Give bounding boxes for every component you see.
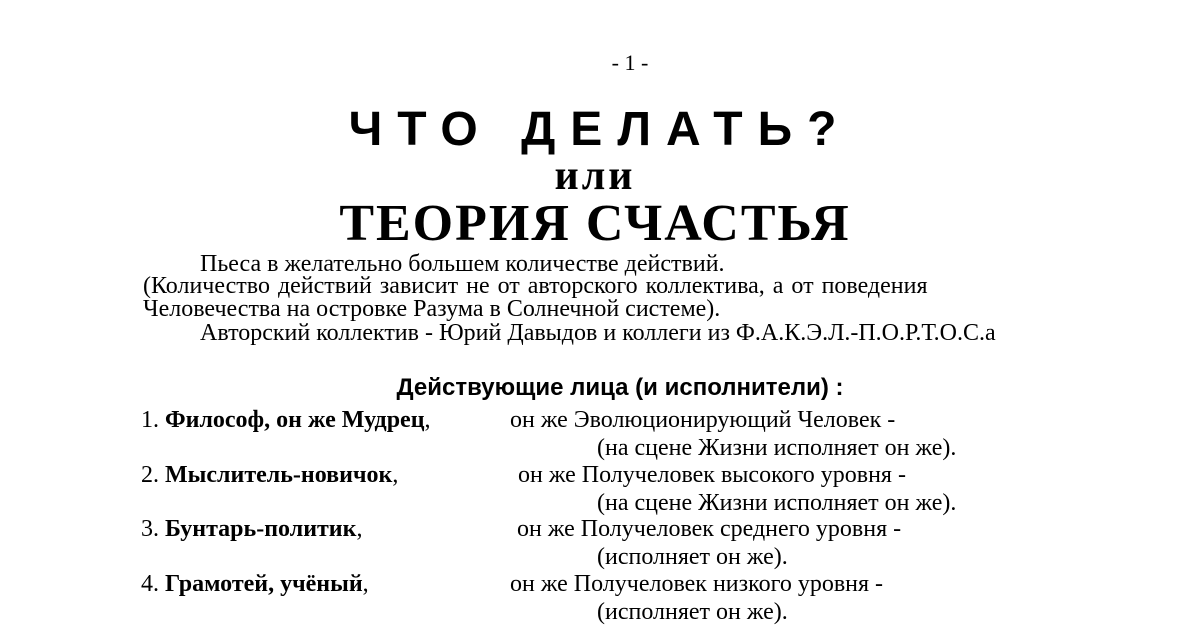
intro-line1: Пьеса в желательно большем количестве действий. (200, 251, 725, 277)
cast-name: Грамотей, учёный (165, 571, 363, 597)
intro-line4: Авторский коллектив - Юрий Давыдов и коллеги из Ф.А.К.Э.Л.-П.О.Р.Т.О.С.а (200, 320, 996, 346)
cast-item (141, 570, 369, 598)
cast-comma: , (356, 516, 363, 542)
cast-item (141, 515, 362, 543)
cast-comma: , (392, 462, 399, 488)
page-number: - 1 - (611, 50, 649, 75)
cast-role: он же Получеловек среднего уровня - (517, 516, 902, 542)
cast-name: Бунтарь-политик (165, 516, 357, 542)
title-line2: ТЕОРИЯ СЧАСТЬЯ (339, 195, 851, 252)
cast-heading: Действующие лица (и исполнители) : (396, 374, 844, 401)
cast-item (141, 461, 398, 489)
cast-comma: , (424, 407, 431, 433)
cast-name: Мыслитель-новичок (165, 462, 393, 488)
cast-note: (на сцене Жизни исполняет он же). (597, 490, 957, 516)
title-or: или (554, 153, 636, 199)
intro-line2: (Количество действий зависит не от авторского коллектива, а от поведения (143, 273, 928, 299)
cast-note: (исполняет он же). (597, 544, 788, 570)
cast-note: (на сцене Жизни исполняет он же). (597, 435, 957, 461)
cast-role: он же Получеловек низкого уровня - (510, 571, 884, 597)
cast-role: он же Получеловек высокого уровня - (518, 462, 906, 488)
cast-role: он же Эволюционирующий Человек - (510, 407, 896, 433)
cast-name: Философ, он же Мудрец (165, 407, 425, 433)
cast-number: 3. (141, 516, 159, 542)
cast-note: (исполняет он же). (597, 599, 788, 625)
cast-item (141, 406, 431, 434)
cast-number: 2. (141, 462, 159, 488)
cast-comma: , (362, 571, 369, 597)
cast-number: 1. (141, 407, 159, 433)
intro-line3: Человечества на островке Разума в Солнечной системе). (143, 296, 721, 322)
title-line1: ЧТО ДЕЛАТЬ? (348, 103, 852, 156)
cast-number: 4. (141, 571, 159, 597)
